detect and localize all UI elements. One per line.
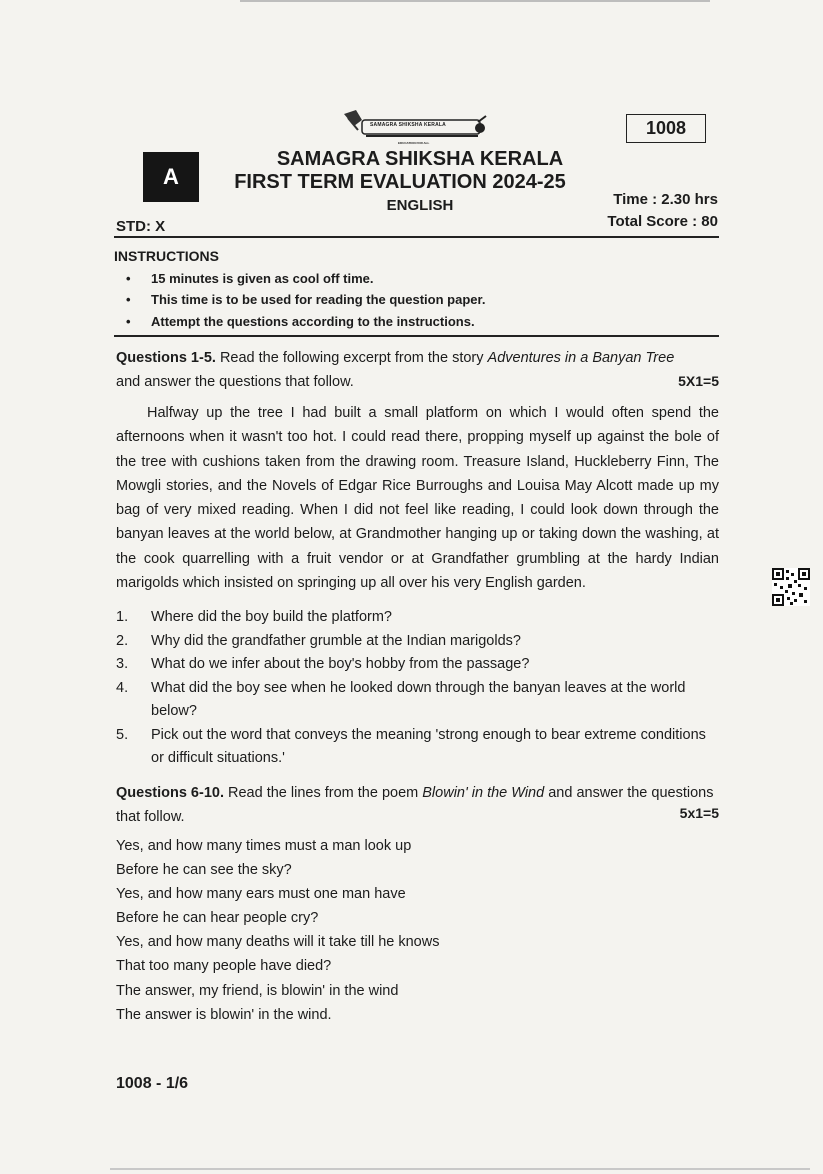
set-label-badge: A bbox=[143, 152, 199, 202]
exam-title: FIRST TERM EVALUATION 2024-25 bbox=[234, 171, 566, 193]
samagra-shiksha-logo bbox=[340, 108, 490, 148]
total-score: Total Score : 80 bbox=[607, 213, 718, 230]
scan-edge-top bbox=[240, 0, 710, 2]
page-number: 1008 - 1/6 bbox=[116, 1075, 189, 1092]
poem-line: Before he can see the sky? bbox=[116, 862, 292, 878]
poem-line: Yes, and how many deaths will it take till he knows bbox=[116, 934, 440, 950]
header-divider bbox=[114, 236, 719, 238]
paper-code-box: 1008 bbox=[626, 114, 706, 143]
instructions-divider bbox=[114, 335, 719, 337]
qr-code-icon bbox=[772, 568, 810, 606]
poem-line: Before he can hear people cry? bbox=[116, 910, 319, 926]
scan-edge-bottom bbox=[110, 1168, 810, 1170]
poem-line: That too many people have died? bbox=[116, 958, 332, 974]
section2-marks: 5x1=5 bbox=[679, 805, 719, 821]
story-title: Adventures in a Banyan Tree bbox=[487, 350, 675, 366]
poem-line: Yes, and how many times must a man look up bbox=[116, 838, 412, 854]
section1-marks: 5X1=5 bbox=[678, 373, 719, 389]
standard-label: STD: X bbox=[116, 218, 166, 235]
question-item: 1. Where did the boy build the platform? bbox=[116, 609, 392, 625]
instruction-item: • This time is to be used for reading the question paper. bbox=[126, 292, 486, 307]
poem-line: The answer, my friend, is blowin' in the wind bbox=[116, 983, 399, 999]
poem-line: Yes, and how many ears must one man have bbox=[116, 886, 406, 902]
logo-tagline: EDUCATION FOR ALL bbox=[398, 141, 430, 145]
logo-text: SAMAGRA SHIKSHA KERALA bbox=[370, 122, 446, 128]
instruction-item: • 15 minutes is given as cool off time. bbox=[126, 271, 374, 286]
instructions-heading: INSTRUCTIONS bbox=[114, 248, 219, 264]
section2-intro: Questions 6-10. Read the lines from the poem Blowin' in the Wind and answer the questions that follow. bbox=[116, 785, 714, 825]
section1-intro: Questions 1-5. Read the following excerpt from the story Adventures in a Banyan Tree and answer the questions that follow. bbox=[116, 350, 675, 390]
question-item: 2. Why did the grandfather grumble at the Indian marigolds? bbox=[116, 633, 521, 649]
poem-line: The answer is blowin' in the wind. bbox=[116, 1007, 332, 1023]
subject-title: ENGLISH bbox=[386, 197, 454, 214]
poem-title: Blowin' in the Wind bbox=[422, 785, 545, 801]
time-allowed: Time : 2.30 hrs bbox=[613, 191, 718, 208]
question-item: 3. What do we infer about the boy's hobby from the passage? bbox=[116, 656, 530, 672]
section2-label: Questions 6-10. bbox=[116, 785, 224, 801]
organisation-title: SAMAGRA SHIKSHA KERALA bbox=[276, 148, 564, 170]
story-passage: Halfway up the tree I had built a small platform on which I would often spend the afternoons when it wasn't too hot. I could read there, propping myself up against the bole of the tree with cushions taken from the drawing room. Treasure Island, Huckleberry Finn, The Mowgli stories, and the Novels of Edgar Rice Burroughs and Louisa May Alcott made up my bag of very mixed reading. When I did not feel like reading, I could look down through the banyan leaves at the world below, at Grandmother hanging up or taking down the washing, at the cook quarrelling with a fruit vendor or at Grandfather grumbling at the hardy Indian marigolds which insisted on springing up all over his very English garden. bbox=[116, 405, 719, 592]
section1-label: Questions 1-5. bbox=[116, 350, 216, 366]
instruction-item: • Attempt the questions according to the instructions. bbox=[126, 314, 475, 329]
question-item: 4. What did the boy see when he looked down through the banyan leaves at the world below? bbox=[116, 680, 686, 719]
question-item: 5. Pick out the word that conveys the meaning 'strong enough to bear extreme conditions or difficult situations.' bbox=[116, 727, 706, 766]
